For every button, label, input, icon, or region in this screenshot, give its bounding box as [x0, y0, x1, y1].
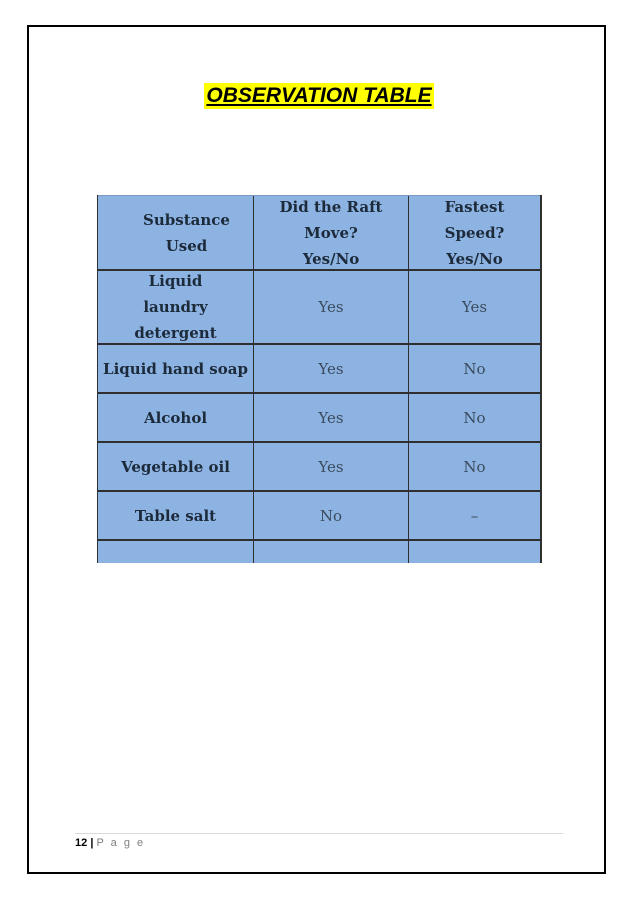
table-row [98, 271, 540, 345]
table-row [98, 443, 540, 492]
cell-fastest-speed: Yes [408, 271, 540, 343]
header-fastest-speed: Fastest Speed? Yes/No [408, 196, 540, 269]
table-row [98, 345, 540, 394]
table-row [98, 394, 540, 443]
table-row [98, 541, 540, 563]
cell-raft-move: Yes [253, 271, 408, 343]
cell-raft-move: No [253, 492, 408, 539]
table-row [98, 492, 540, 541]
header-raft-move: Did the Raft Move? Yes/No [253, 196, 408, 269]
cell-fastest-speed: No [408, 345, 540, 392]
cell-fastest-speed: – [408, 492, 540, 539]
cell-substance: Liquid hand soap [103, 359, 248, 378]
page-footer [75, 837, 145, 849]
cell-fastest-speed: No [408, 394, 540, 441]
page-label: P a g e [96, 837, 146, 849]
cell-substance: Alcohol [143, 408, 208, 427]
page-number: 12 [75, 837, 88, 849]
cell-fastest-speed: No [408, 443, 540, 490]
cell-substance [98, 541, 253, 563]
page-title: OBSERVATION TABLE [206, 84, 432, 107]
header-substance: Substance Used [143, 210, 230, 255]
cell-raft-move: Yes [253, 443, 408, 490]
cell-substance: Table salt [134, 506, 217, 525]
footer-separator: | [90, 837, 94, 849]
cell-substance: Liquid laundry detergent [134, 272, 217, 342]
cell-substance: Vegetable oil [121, 457, 230, 476]
observation-table [97, 195, 542, 563]
title-wrap [0, 83, 638, 109]
table-header-row [98, 195, 540, 271]
cell-raft-move: Yes [253, 345, 408, 392]
cell-raft-move [253, 541, 408, 563]
cell-fastest-speed [408, 541, 540, 563]
footer-divider [75, 833, 563, 834]
cell-raft-move: Yes [253, 394, 408, 441]
